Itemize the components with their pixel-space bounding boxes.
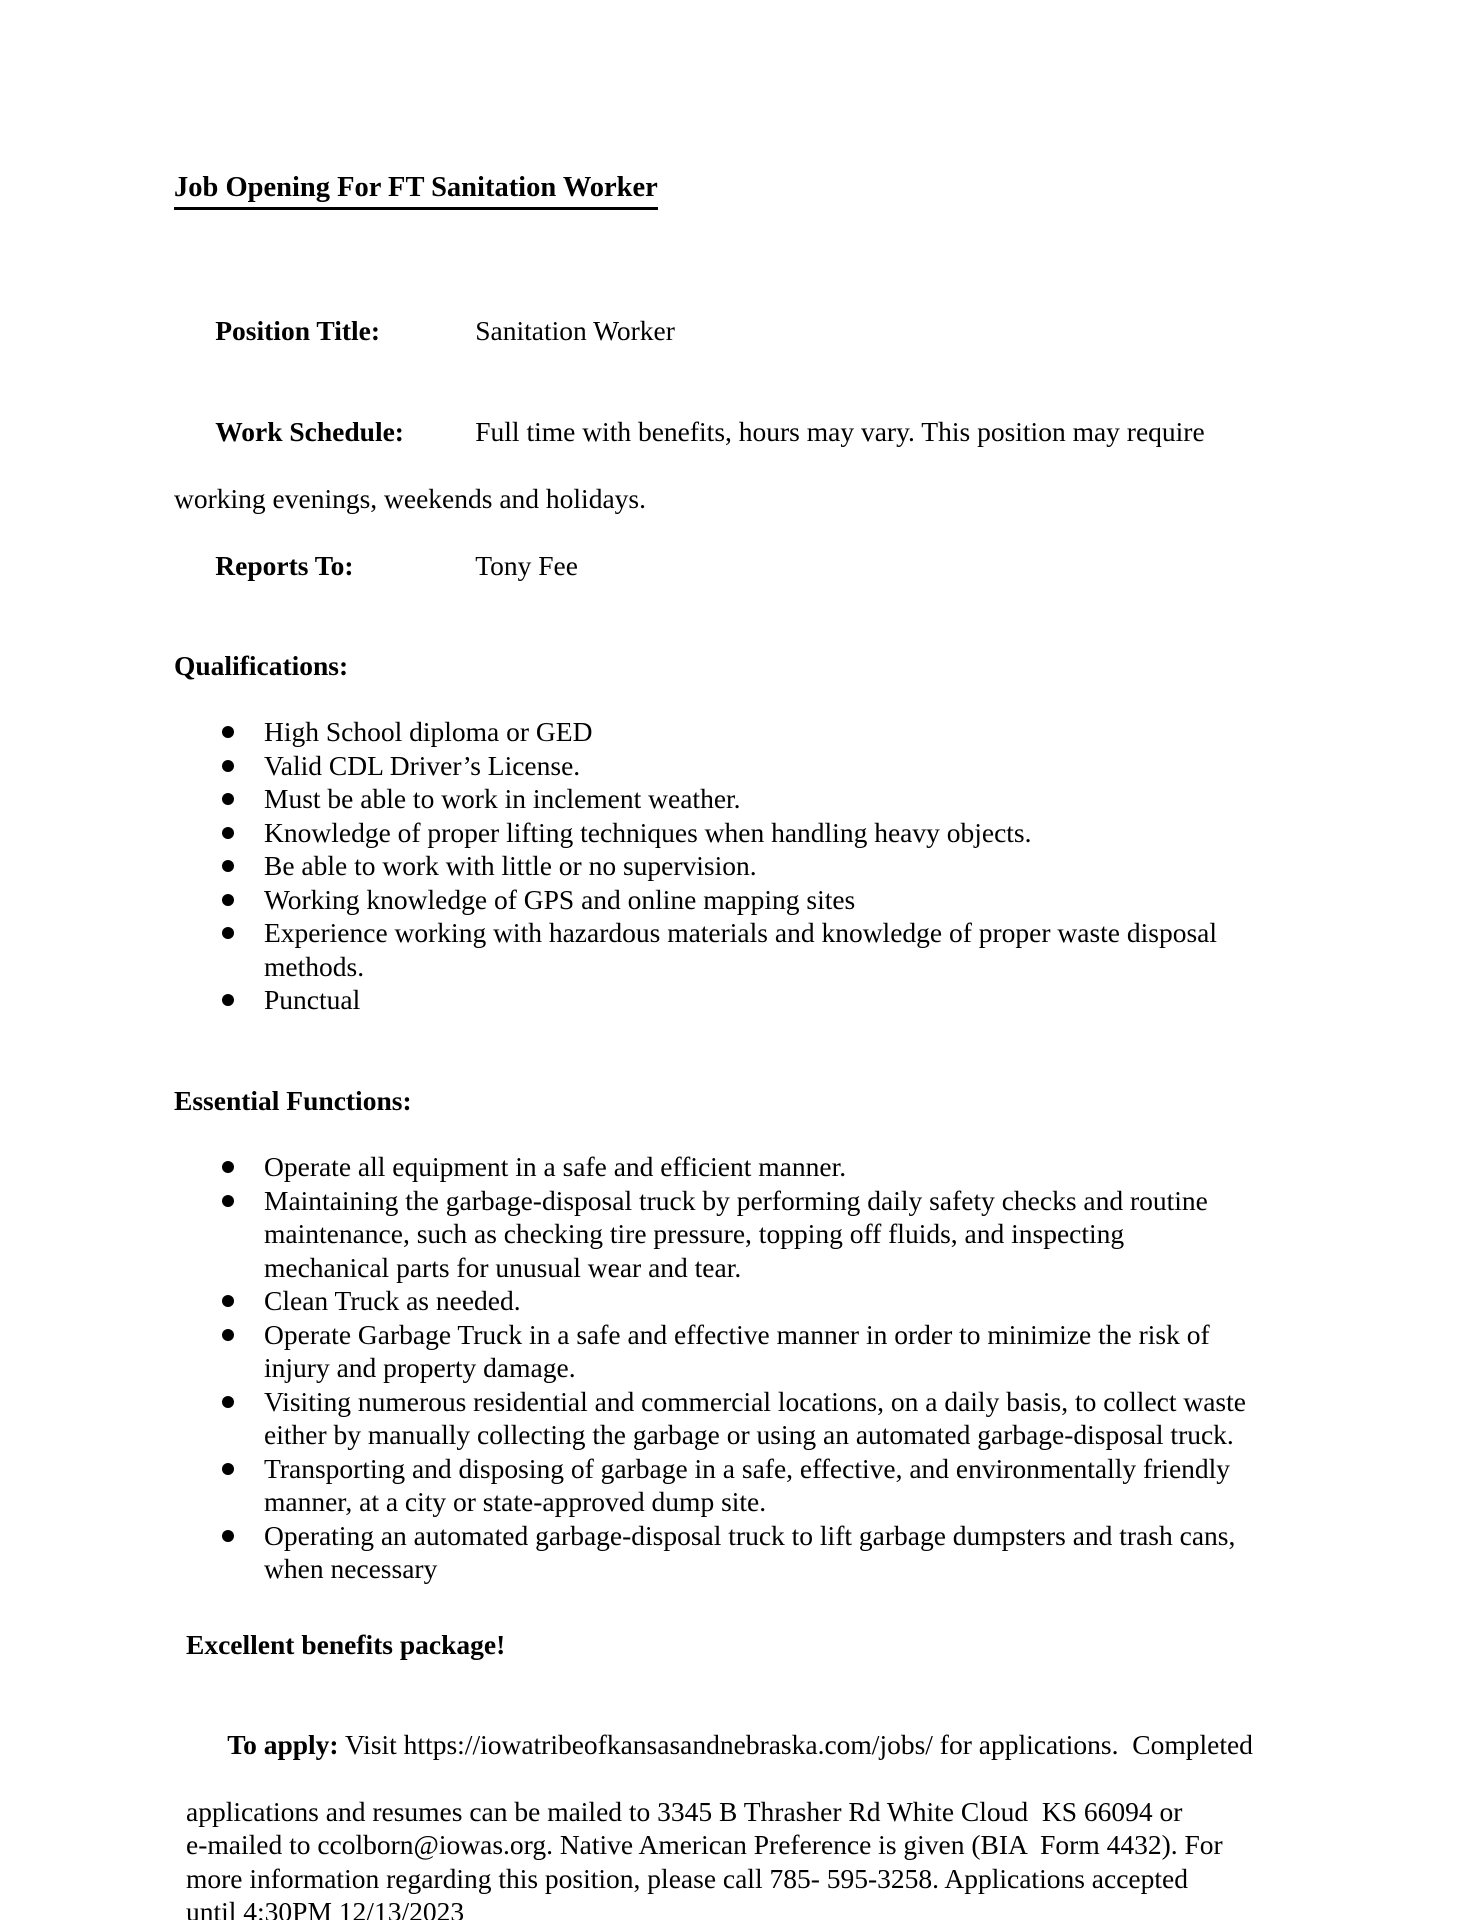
list-item [174, 749, 1334, 783]
bullet-line: manner, at a city or state-approved dump site. [264, 1486, 767, 1517]
apply-line-text: Visit https://iowatribeofkansasandnebraska.com/jobs/ for applications. Completed [338, 1728, 1253, 1760]
bullet-line: Operate Garbage Truck in a safe and effective manner in order to minimize the risk of [264, 1318, 1210, 1350]
list-item [174, 1385, 1334, 1452]
list-item [174, 1452, 1334, 1519]
bullet-line: Experience working with hazardous materials and knowledge of proper waste disposal [264, 917, 1218, 948]
list-item [174, 883, 1334, 917]
list-item [174, 816, 1334, 850]
list-item [174, 916, 1334, 983]
bullet-icon [222, 760, 234, 772]
field-position-title [174, 281, 1334, 382]
field-reports-to [174, 515, 1334, 616]
bullet-line: Must be able to work in inclement weather. [264, 783, 741, 814]
bullet-line: Be able to work with little or no supervision. [264, 850, 757, 881]
essential-functions-list [174, 1150, 1334, 1586]
bullet-line: Maintaining the garbage-disposal truck by performing daily safety checks and routine [264, 1184, 1208, 1216]
bullet-icon [222, 994, 234, 1006]
essential-functions-heading: Essential Functions: [174, 1084, 412, 1116]
qualifications-list [174, 715, 1334, 1017]
field-value-position-title: Sanitation Worker [475, 315, 675, 346]
list-item [174, 1519, 1334, 1586]
list-item [174, 1150, 1334, 1184]
field-value-work-schedule: Full time with benefits, hours may vary. This position may require [475, 415, 1205, 447]
title-row [174, 170, 1334, 281]
field-work-schedule-continuation: working evenings, weekends and holidays. [174, 482, 646, 514]
bullet-line: Visiting numerous residential and commercial locations, on a daily basis, to collect waste [264, 1385, 1246, 1417]
bullet-icon [222, 1530, 234, 1542]
bullet-line: injury and property damage. [264, 1352, 576, 1383]
list-item [174, 1318, 1334, 1385]
bullet-line: Knowledge of proper lifting techniques when handling heavy objects. [264, 816, 1032, 848]
bullet-line: methods. [264, 950, 365, 982]
apply-paragraph [174, 1694, 1334, 1920]
list-item [174, 849, 1334, 883]
bullet-line: Working knowledge of GPS and online mapping sites [264, 883, 856, 915]
bullet-line: Transporting and disposing of garbage in a safe, effective, and environmentally friendly [264, 1452, 1231, 1484]
bullet-icon [222, 860, 234, 872]
field-value-reports-to: Tony Fee [475, 549, 578, 581]
qualifications-heading: Qualifications: [174, 649, 349, 681]
list-item [174, 983, 1334, 1017]
bullet-line: High School diploma or GED [264, 716, 593, 747]
bullet-line: Operating an automated garbage-disposal truck to lift garbage dumpsters and trash cans, [264, 1519, 1236, 1551]
page-title: Job Opening For FT Sanitation Worker [174, 171, 658, 210]
apply-line: more information regarding this position, please call 785- 595-3258. Applications accepted [186, 1862, 1188, 1894]
bullet-line: Valid CDL Driver’s License. [264, 749, 581, 781]
bullet-icon [222, 726, 234, 738]
bullet-icon [222, 1295, 234, 1307]
apply-line: applications and resumes can be mailed to 3345 B Thrasher Rd White Cloud KS 66094 or [186, 1795, 1183, 1827]
bullet-line: Clean Truck as needed. [264, 1285, 521, 1316]
bullet-line: either by manually collecting the garbage or using an automated garbage-disposal truck. [264, 1419, 1234, 1450]
list-item [174, 782, 1334, 816]
list-item [174, 1284, 1334, 1318]
bullet-line: mechanical parts for unusual wear and tear. [264, 1251, 742, 1283]
apply-line [186, 1694, 1334, 1795]
apply-label: To apply: [227, 1728, 339, 1760]
bullet-line: maintenance, such as checking tire pressure, topping off fluids, and inspecting [264, 1218, 1125, 1249]
bullet-icon [222, 927, 234, 939]
apply-line: e-mailed to ccolborn@iowas.org. Native American Preference is given (BIA Form 4432). For [186, 1829, 1223, 1860]
bullet-icon [222, 1329, 234, 1341]
bullet-icon [222, 1195, 234, 1207]
position-summary [174, 281, 1334, 616]
bullet-line: when necessary [264, 1553, 438, 1584]
bullet-icon [222, 894, 234, 906]
list-item [174, 715, 1334, 749]
bullet-icon [222, 1161, 234, 1173]
bullet-icon [222, 793, 234, 805]
apply-line: until 4:30PM 12/13/2023 [186, 1896, 465, 1920]
bullet-line: Operate all equipment in a safe and efficient manner. [264, 1151, 847, 1182]
field-work-schedule [174, 381, 1334, 482]
field-label-work-schedule: Work Schedule: [215, 415, 404, 447]
field-label-position-title: Position Title: [215, 315, 381, 346]
bullet-icon [222, 827, 234, 839]
list-item [174, 1184, 1334, 1285]
field-label-reports-to: Reports To: [215, 549, 354, 581]
bullet-icon [222, 1463, 234, 1475]
bullet-icon [222, 1396, 234, 1408]
bullet-line: Punctual [264, 984, 361, 1015]
benefits-heading: Excellent benefits package! [186, 1628, 506, 1660]
